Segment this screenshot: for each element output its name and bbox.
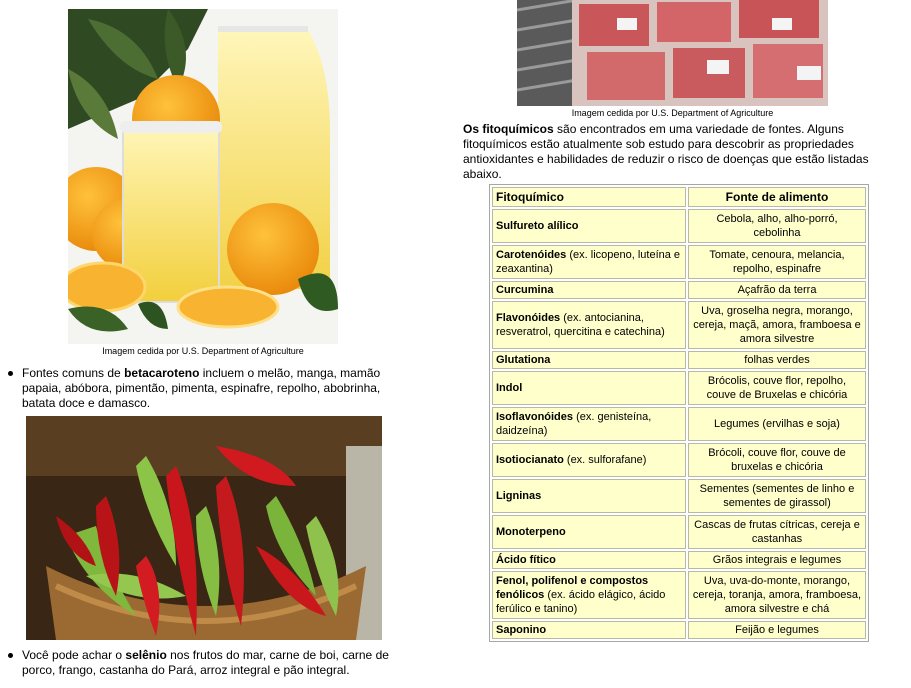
- bullet-icon: [8, 371, 13, 376]
- phytochemical-name: Isotiocianato: [496, 454, 564, 466]
- column-header-phytochemical: Fitoquímico: [492, 187, 686, 207]
- phytochemical-examples: (ex. genisteína, daidzeína): [496, 411, 652, 437]
- selenium-bullet: [8, 648, 403, 678]
- phytochemical-examples: (ex. licopeno, luteína e zeaxantina): [496, 249, 681, 275]
- column-header-food-source: Fonte de alimento: [688, 187, 866, 207]
- phytochemical-name: Isoflavonóides: [496, 411, 574, 423]
- peppers-photo: [26, 416, 382, 640]
- intro-bold-term: Os fitoquímicos: [463, 122, 554, 136]
- food-source: folhas verdes: [688, 351, 866, 369]
- image-caption: Imagem cedida por U.S. Department of Agriculture: [102, 346, 304, 356]
- table-row: [492, 281, 866, 299]
- table-header-row: [492, 187, 866, 207]
- table-row: [492, 515, 866, 549]
- bullet-text: Você pode achar o: [22, 648, 126, 662]
- food-source: Açafrão da terra: [688, 281, 866, 299]
- food-source: Uva, uva-do-monte, morango, cereja, toranja, amora, framboesa, amora silvestre e chá: [688, 571, 866, 619]
- phytochemical-name: Saponino: [496, 624, 547, 636]
- table-row: [492, 479, 866, 513]
- orange-juice-photo: [68, 9, 338, 344]
- phytochemicals-table-wrapper: [489, 184, 869, 642]
- table-row: [492, 443, 866, 477]
- phytochemical-name: Sulfureto alílico: [496, 220, 579, 232]
- food-source: Brócoli, couve flor, couve de bruxelas e chicória: [688, 443, 866, 477]
- phytochemical-name: Fenol, polifenol e compostos fenólicos: [496, 575, 649, 601]
- phytochemical-name: Glutationa: [496, 354, 551, 366]
- phytochemicals-intro: [463, 122, 903, 182]
- phytochemical-examples: (ex. ácido elágico, ácido ferúlico e tanino): [496, 589, 666, 615]
- food-source: Legumes (ervilhas e soja): [688, 407, 866, 441]
- betacarotene-bullet: [8, 366, 403, 411]
- table-row: [492, 407, 866, 441]
- food-source: Brócolis, couve flor, repolho, couve de Bruxelas e chicória: [688, 371, 866, 405]
- bullet-bold-term: selênio: [125, 648, 167, 662]
- image-caption: Imagem cedida por U.S. Department of Agriculture: [571, 108, 774, 118]
- bullet-text: Fontes comuns de: [22, 366, 125, 380]
- table-row: [492, 571, 866, 619]
- meat-photo: [517, 0, 828, 106]
- phytochemical-name: Flavonóides: [496, 312, 561, 324]
- food-source: Grãos integrais e legumes: [688, 551, 866, 569]
- table-row: [492, 551, 866, 569]
- bullet-bold-term: betacaroteno: [124, 366, 200, 380]
- phytochemical-name: Curcumina: [496, 284, 554, 296]
- table-row: [492, 371, 866, 405]
- bullet-icon: [8, 653, 13, 658]
- phytochemical-name: Ligninas: [496, 490, 542, 502]
- phytochemical-name: Monoterpeno: [496, 526, 566, 538]
- table-row: [492, 209, 866, 243]
- food-source: Cascas de frutas cítricas, cereja e castanhas: [688, 515, 866, 549]
- table-row: [492, 301, 866, 349]
- bullet-text: nos frutos do mar, carne de boi, carne de porco, frango, castanha do Pará, arroz integral e pão integral.: [22, 648, 389, 677]
- phytochemical-examples: (ex. antocianina, resveratrol, quercitina e catechina): [496, 312, 665, 338]
- phytochemical-examples: (ex. sulforafane): [563, 454, 647, 466]
- table-row: [492, 621, 866, 639]
- phytochemical-name: Indol: [496, 382, 523, 394]
- food-source: Feijão e legumes: [688, 621, 866, 639]
- phytochemical-name: Ácido fítico: [496, 554, 556, 566]
- food-source: Uva, groselha negra, morango, cereja, maçã, amora, framboesa e amora silvestre: [688, 301, 866, 349]
- food-source: Tomate, cenoura, melancia, repolho, espinafre: [688, 245, 866, 279]
- phytochemicals-table: [489, 184, 869, 642]
- food-source: Sementes (sementes de linho e sementes de girassol): [688, 479, 866, 513]
- bullet-text: incluem o melão, manga, mamão papaia, abóbora, pimentão, pimenta, espinafre, repolho, abobrinha, batata doce e damasco.: [22, 366, 381, 410]
- table-row: [492, 245, 866, 279]
- intro-text: são encontrados em uma variedade de fontes. Alguns fitoquímicos estão atualmente sob estudo para descobrir as propriedades antioxidantes e habilidades de reduzir o risco de doenças que estão listadas abaixo.: [463, 122, 869, 181]
- food-source: Cebola, alho, alho-porró, cebolinha: [688, 209, 866, 243]
- table-row: [492, 351, 866, 369]
- phytochemical-name: Carotenóides: [496, 249, 567, 261]
